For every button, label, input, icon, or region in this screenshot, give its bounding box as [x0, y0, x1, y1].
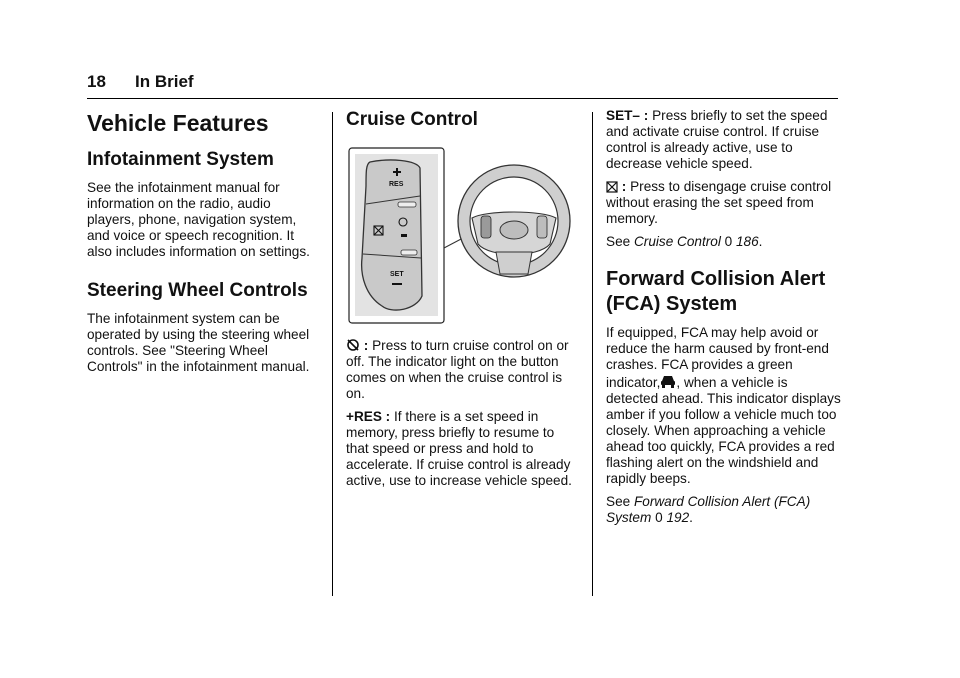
- column-2: [346, 108, 578, 496]
- column-1: [87, 108, 315, 382]
- onoff-description: [346, 338, 578, 402]
- heading-vehicle-features: Vehicle Features: [87, 110, 269, 136]
- page-number: 18: [87, 72, 106, 91]
- see-prefix: See: [606, 234, 631, 249]
- heading-infotainment: Infotainment System: [87, 149, 274, 170]
- period: .: [758, 234, 763, 249]
- cancel-icon: [606, 181, 618, 193]
- page-header: [87, 72, 194, 92]
- heading-fca: Forward Collision Alert (FCA) System: [606, 268, 826, 315]
- res-label: RES: [389, 181, 404, 188]
- period: .: [689, 510, 693, 525]
- res-key: +RES :: [346, 409, 391, 424]
- column-divider-1: [332, 112, 333, 596]
- vehicle-ahead-icon: [660, 373, 676, 389]
- cruise-page-ref: 186: [735, 234, 759, 249]
- heading-steering-wheel-controls: Steering Wheel Controls: [87, 280, 308, 301]
- header-rule: [87, 98, 838, 99]
- set-text: Press briefly to set the speed and activate cruise control. If cruise control is already active, use to decrease vehicle speed.: [606, 108, 828, 171]
- fca-text-a: If equipped, FCA may help avoid or reduce the harm caused by front-end crashes. FCA provides a green indicator,: [606, 325, 829, 390]
- fca-page-ref: 192: [666, 510, 690, 525]
- cruise-control-figure: [346, 146, 576, 326]
- set-description: [606, 108, 842, 172]
- cancel-description: [606, 179, 842, 227]
- section-title: In Brief: [135, 72, 194, 91]
- set-label: SET: [390, 271, 404, 278]
- fca-link[interactable]: Forward Collision Alert (FCA) System: [606, 494, 811, 525]
- paragraph-steering: The infotainment system can be operated by using the steering wheel controls. See "Steering Wheel Controls" in the infotainment manual.: [87, 311, 310, 374]
- onoff-text: Press to turn cruise control on or off. The indicator light on the button comes on when the cruise control is on.: [346, 338, 569, 401]
- fca-paragraph: [606, 325, 842, 487]
- res-description: [346, 409, 578, 489]
- paragraph-infotainment: See the infotainment manual for information on the radio, audio players, phone, navigation system, and voice or speech recognition. It also includes information on settings.: [87, 180, 310, 259]
- cruise-onoff-icon: [346, 338, 360, 352]
- cancel-text: Press to disengage cruise control without erasing the set speed from memory.: [606, 179, 832, 226]
- page-ref-arrow: 0: [724, 234, 733, 249]
- see-cruise-reference: [606, 234, 842, 250]
- res-text: If there is a set speed in memory, press briefly to resume to that speed or press and hold to accelerate. If cruise control is already active, use to increase vehicle speed.: [346, 409, 572, 488]
- page-ref-arrow: 0: [655, 510, 663, 525]
- see-fca-reference: [606, 494, 842, 526]
- onoff-key: :: [363, 338, 369, 353]
- set-key: SET– :: [606, 108, 649, 123]
- cancel-key: :: [621, 179, 627, 194]
- cruise-control-link[interactable]: Cruise Control: [633, 234, 721, 249]
- column-3: [606, 108, 842, 533]
- see-prefix: See: [606, 494, 631, 509]
- column-divider-2: [592, 112, 593, 596]
- fca-text-b: , when a vehicle is detected ahead. This indicator displays amber if you follow a vehicle much too closely. When approaching a vehicle ahead too quickly, FCA provides a red flashing alert on the windshield and rapidly beeps.: [606, 375, 841, 486]
- heading-cruise-control: Cruise Control: [346, 109, 478, 130]
